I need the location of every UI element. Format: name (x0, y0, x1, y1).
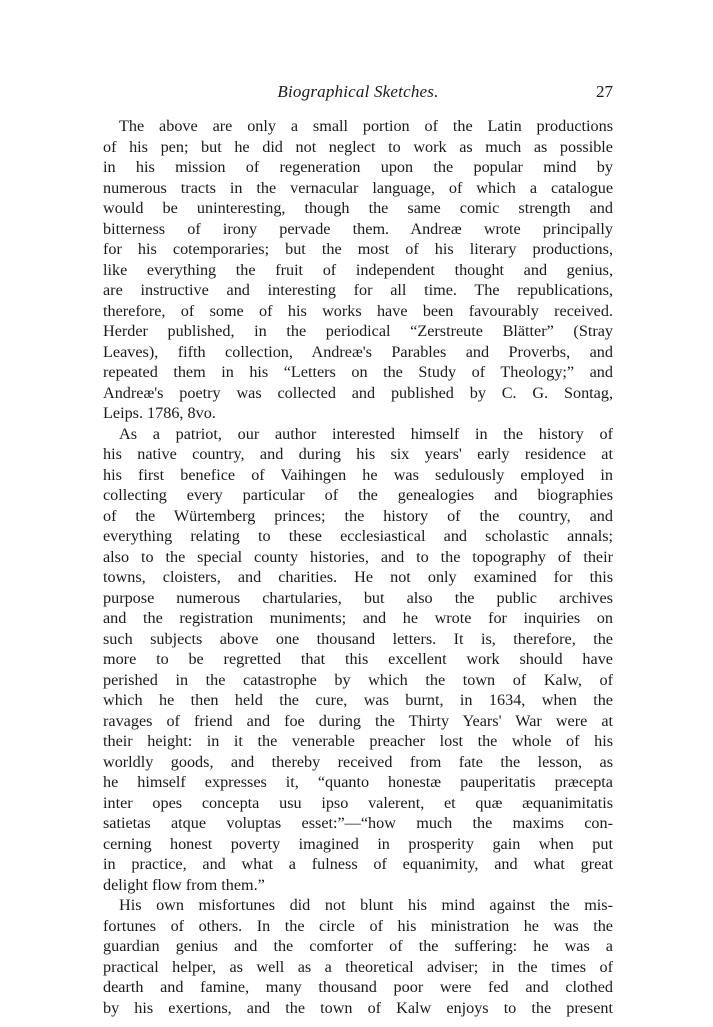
text-line: Leaves), fifth collection, Andreæ's Parables and Proverbs, and (103, 342, 613, 361)
text-line: dearth and famine, many thousand poor were fed and clothed (103, 978, 613, 996)
text-line: for his cotemporaries; but the most of his literary productions, (103, 240, 613, 258)
text-line: his first benefice of Vaihingen he was sedulously employed in (103, 465, 613, 484)
text-line: worldly goods, and thereby received from fate the lesson, as (103, 752, 613, 771)
text-line: The above are only a small portion of the Latin productions (119, 117, 613, 135)
text-line: therefore, of some of his works have been favourably received. (103, 301, 613, 320)
text-line: fortunes of others. In the circle of his ministration he was the (103, 916, 613, 935)
text-line: practical helper, as well as a theoretical adviser; in the times of (103, 957, 613, 976)
text-line: are instructive and interesting for all time. The republications, (103, 281, 613, 299)
text-line: he himself expresses it, “quanto honestæ pauperitatis præcepta (103, 773, 613, 791)
text-line: in practice, and what a fulness of equanimity, and what great (103, 855, 613, 873)
text-line: also to the special county histories, and to the topography of their (103, 547, 613, 566)
text-line: everything relating to these ecclesiastical and scholastic annals; (103, 527, 613, 545)
text-line: more to be regretted that this excellent work should have (103, 650, 613, 668)
text-line: such subjects above one thousand letters. It is, therefore, the (103, 629, 613, 648)
text-line: his native country, and during his six years' early residence at (103, 445, 613, 463)
text-line: and the registration muniments; and he wrote for inquiries on (103, 609, 613, 627)
text-line: guardian genius and the comforter of the suffering: he was a (103, 937, 613, 955)
text-line: repeated them in his “Letters on the Study of Theology;” and (103, 363, 613, 381)
text-line: in his mission of regeneration upon the popular mind by (103, 158, 613, 176)
text-line: numerous tracts in the vernacular language, of which a catalogue (103, 178, 613, 197)
running-header (103, 82, 613, 108)
text-line: of his pen; but he did not neglect to work as much as possible (103, 137, 613, 156)
text-line: cerning honest poverty imagined in prosperity gain when put (103, 834, 613, 853)
body-text (103, 116, 613, 1018)
text-line: perished in the catastrophe by which the town of Kalw, of (103, 670, 613, 689)
text-line: like everything the fruit of independent thought and genius, (103, 260, 613, 279)
text-line: Herder published, in the periodical “Zerstreute Blätter” (Stray (103, 322, 613, 340)
text-line: towns, cloisters, and charities. He not only examined for this (103, 568, 613, 586)
text-line: His own misfortunes did not blunt his mind against the mis- (119, 896, 613, 914)
text-line: satietas atque voluptas esset:”—“how much the maxims con- (103, 814, 613, 832)
text-line: As a patriot, our author interested himself in the history of (119, 424, 613, 443)
text-line: purpose numerous chartularies, but also the public archives (103, 588, 613, 607)
text-line: bitterness of irony pervade them. Andreæ wrote principally (103, 219, 613, 238)
text-line: would be uninteresting, though the same comic strength and (103, 199, 613, 217)
text-line: collecting every particular of the genealogies and biographies (103, 486, 613, 504)
page-number: 27 (596, 82, 613, 101)
text-line: delight flow from them.” (103, 875, 265, 894)
text-line: ravages of friend and foe during the Thirty Years' War were at (103, 711, 613, 730)
text-line: by his exertions, and the town of Kalw enjoys to the present (103, 998, 613, 1017)
running-title: Biographical Sketches. (277, 82, 439, 101)
text-line: which he then held the cure, was burnt, in 1634, when the (103, 691, 613, 709)
text-line: Andreæ's poetry was collected and published by C. G. Sontag, (103, 383, 613, 402)
text-line: inter opes concepta usu ipso valerent, et quæ æquanimitatis (103, 793, 613, 812)
text-line: their height: in it the venerable preacher lost the whole of his (103, 732, 613, 750)
text-line: of the Würtemberg princes; the history of the country, and (103, 506, 613, 525)
text-line: Leips. 1786, 8vo. (103, 404, 216, 422)
